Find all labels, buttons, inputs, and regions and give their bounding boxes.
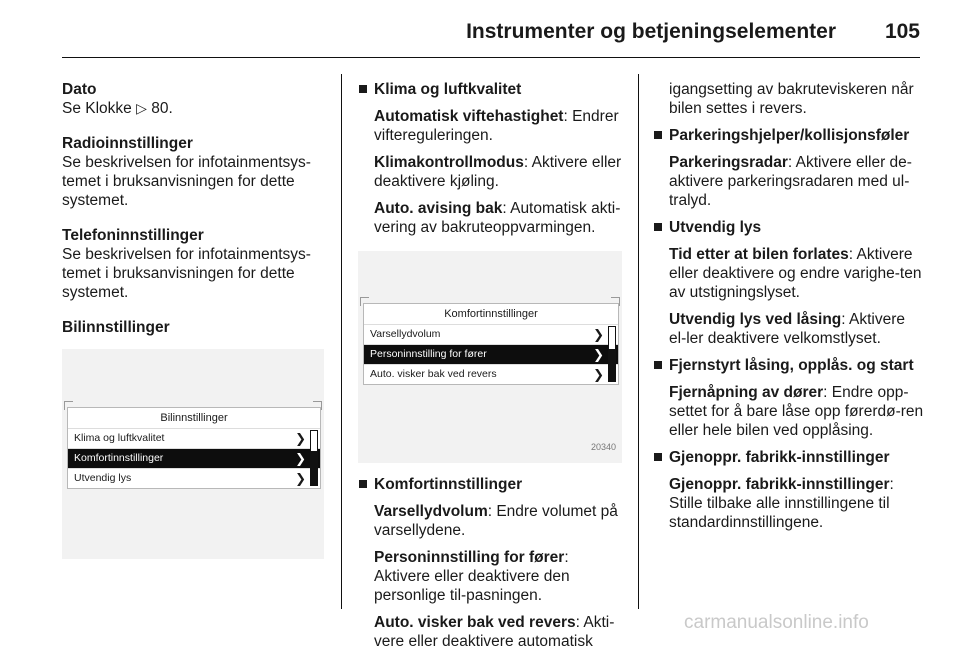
bil-menu-item-komfort[interactable] (68, 449, 320, 469)
menu-item-label: Personinnstilling for fører (370, 348, 487, 360)
fjernapning-text: : Endre opp-settet for å bare låse opp førerdø-ren eller hele bilen ved opplåsing. (669, 384, 924, 439)
column-1 (62, 80, 332, 559)
fjernapning-item (653, 383, 925, 440)
tid-label: Tid etter at bilen forlates (669, 246, 849, 263)
bil-menu-scrollbar[interactable] (310, 430, 318, 486)
dato-ref-page: 80. (151, 100, 173, 117)
bil-heading: Bilinnstillinger (62, 319, 170, 336)
klimakontroll-item (358, 153, 628, 191)
menu-item-label: Utvendig lys (74, 472, 132, 484)
bil-menu-item-lys[interactable] (68, 469, 320, 488)
reset-bullet (653, 448, 925, 467)
komfort-menu (363, 303, 619, 385)
klima-bullet (358, 80, 628, 99)
velkomst-label: Utvendig lys ved låsing (669, 311, 842, 328)
parkradar-text: : Aktivere eller de-aktivere parkeringsradaren med ul-tralyd. (669, 154, 912, 209)
avising-label: Auto. avising bak (374, 200, 503, 217)
scrollbar-thumb[interactable] (609, 349, 615, 381)
park-bullet (653, 126, 925, 145)
chevron-right-icon: ❯ (593, 327, 604, 342)
dato-heading: Dato (62, 81, 97, 98)
watermark: carmanualsonline.info (684, 612, 869, 633)
komfort-menu-scrollbar[interactable] (608, 326, 616, 382)
chevron-right-icon: ❯ (593, 347, 604, 362)
bullet-square-icon (654, 131, 662, 139)
chevron-right-icon: ❯ (295, 471, 306, 486)
page-title: Instrumenter og betjeningselementer (466, 20, 836, 43)
klima-title: Klima og luftkvalitet (374, 81, 522, 98)
image-number: 20340 (590, 442, 616, 452)
komfort-menu-item-visker[interactable] (364, 365, 618, 384)
arrow-ref-icon: ▷ (136, 100, 147, 116)
komfort-bullet (358, 475, 628, 494)
bullet-square-icon (654, 361, 662, 369)
lys-bullet (653, 218, 925, 237)
page-header (62, 18, 920, 50)
bilinnstillinger-screenshot (62, 349, 324, 559)
park-title: Parkeringshjelper/kollisjonsføler (669, 127, 910, 144)
column-3 (653, 80, 925, 540)
visker-continued (653, 80, 925, 118)
auto-vifte-item (358, 107, 628, 145)
lys-title: Utvendig lys (669, 219, 762, 236)
header-rule (62, 57, 920, 58)
person-label: Personinnstilling for fører (374, 549, 565, 566)
menu-item-label: Klima og luftkvalitet (74, 432, 165, 444)
avising-text: : Automatisk akti-vering av bakruteoppvarmingen. (374, 200, 621, 236)
komfort-menu-item-person[interactable] (364, 345, 618, 365)
telefon-section (62, 226, 332, 302)
page-number: 105 (884, 20, 920, 43)
velkomst-item (653, 310, 925, 348)
komfort-menu-item-varsel[interactable] (364, 325, 618, 345)
radio-heading: Radioinnstillinger (62, 135, 193, 152)
bullet-square-icon (359, 480, 367, 488)
chevron-right-icon: ❯ (295, 431, 306, 446)
auto-vifte-label: Automatisk viftehastighet (374, 108, 564, 125)
reset-label: Gjenoppr. fabrikk-innstillinger (669, 476, 890, 493)
telefon-text: Se beskrivelsen for infotainmentsys-temet i bruksanvisningen for dette systemet. (62, 246, 311, 301)
fjernapning-label: Fjernåpning av dører (669, 384, 824, 401)
komfort-screenshot (358, 251, 622, 463)
bil-menu-title: Bilinnstillinger (68, 408, 320, 429)
bil-menu (67, 407, 321, 489)
varsel-text: : Endre volumet på varsellydene. (374, 503, 618, 539)
parkradar-item (653, 153, 925, 210)
varsel-item (358, 502, 628, 540)
auto-vifte-text: : Endrer viftereguleringen. (374, 108, 619, 144)
radio-text: Se beskrivelsen for infotainmentsys-temet i bruksanvisningen for dette systemet. (62, 154, 311, 209)
reset-text: : Stille tilbake alle innstillingene til standardinnstillingene. (669, 476, 894, 531)
chevron-right-icon: ❯ (295, 451, 306, 466)
klimakontroll-text: : Aktivere eller deaktivere kjøling. (374, 154, 622, 190)
reset-title: Gjenoppr. fabrikk-innstillinger (669, 449, 890, 466)
bullet-square-icon (359, 85, 367, 93)
bil-section (62, 318, 332, 337)
tid-item (653, 245, 925, 302)
varsel-label: Varsellydvolum (374, 503, 488, 520)
visker-label: Auto. visker bak ved revers (374, 614, 576, 631)
visker-continued-text: igangsetting av bakruteviskeren når bilen settes i revers. (669, 81, 914, 117)
bullet-square-icon (654, 453, 662, 461)
parkradar-label: Parkeringsradar (669, 154, 788, 171)
tid-text: : Aktivere eller deaktivere og endre varighe-ten av utstigningslyset. (669, 246, 922, 301)
scrollbar-thumb[interactable] (311, 451, 317, 485)
menu-item-label: Auto. visker bak ved revers (370, 368, 497, 380)
radio-section (62, 134, 332, 210)
chevron-right-icon: ❯ (593, 367, 604, 382)
column-divider-2 (638, 74, 639, 609)
column-divider-1 (341, 74, 342, 609)
avising-item (358, 199, 628, 237)
menu-item-label: Komfortinnstillinger (74, 452, 164, 464)
bullet-square-icon (654, 223, 662, 231)
visker-item (358, 613, 628, 651)
velkomst-text: : Aktivere el-ler deaktivere velkomstlyset. (669, 311, 906, 347)
column-2 (358, 80, 628, 659)
person-item (358, 548, 628, 605)
person-text: : Aktivere eller deaktivere den personlige til-pasningen. (374, 549, 570, 604)
fjern-bullet (653, 356, 925, 375)
klimakontroll-label: Klimakontrollmodus (374, 154, 524, 171)
bil-menu-item-klima[interactable] (68, 429, 320, 449)
komfort-menu-title: Komfortinnstillinger (364, 304, 618, 325)
fjern-title: Fjernstyrt låsing, opplås. og start (669, 357, 914, 374)
reset-item (653, 475, 925, 532)
komfort-title: Komfortinnstillinger (374, 476, 523, 493)
telefon-heading: Telefoninnstillinger (62, 227, 204, 244)
menu-item-label: Varsellydvolum (370, 328, 441, 340)
dato-text: Se Klokke (62, 100, 132, 117)
dato-section (62, 80, 332, 118)
visker-text: : Akti-vere eller deaktivere automatisk (374, 614, 615, 650)
